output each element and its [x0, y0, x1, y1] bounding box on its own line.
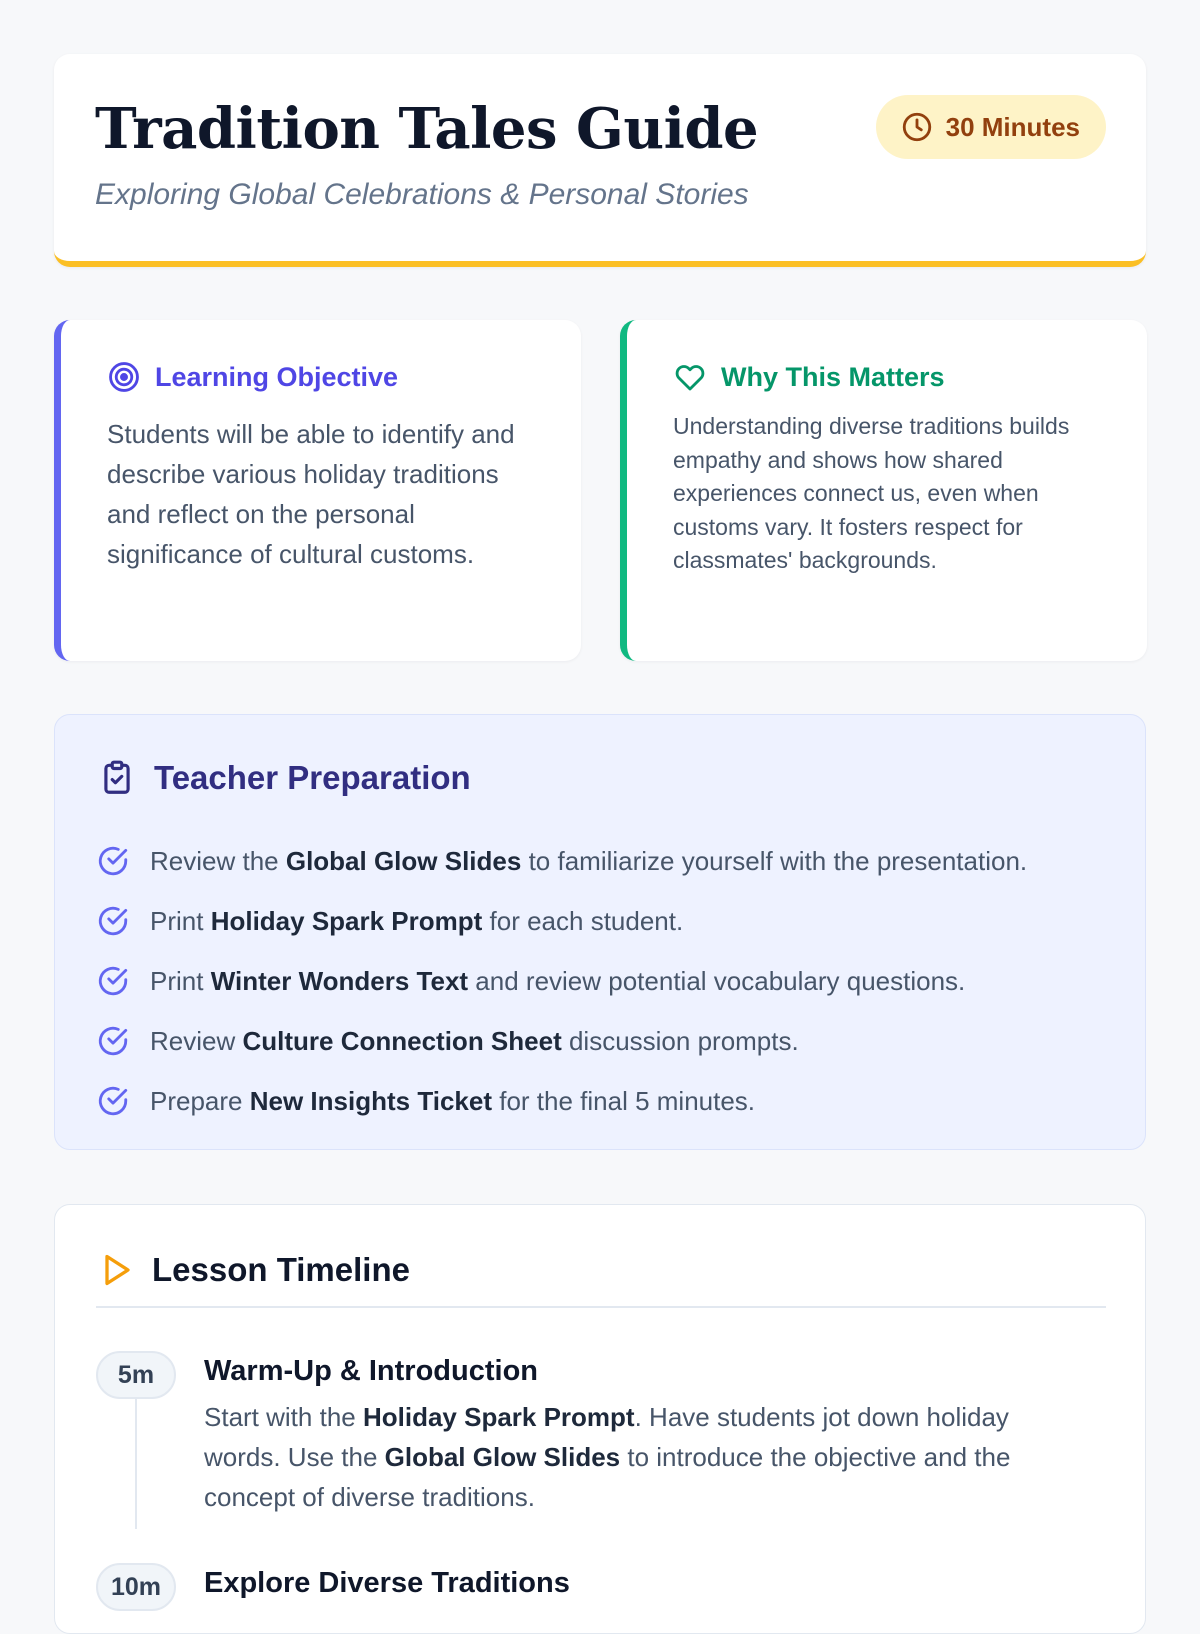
learning-objective-heading [107, 360, 541, 394]
step-title: Explore Diverse Traditions [204, 1567, 570, 1599]
checklist-item-text: Prepare New Insights Ticket for the final 5 minutes. [150, 1085, 756, 1116]
target-icon [107, 360, 141, 394]
checklist-item [96, 891, 1027, 951]
check-circle-icon [96, 844, 130, 878]
heart-icon [673, 360, 707, 394]
step-title: Warm-Up & Introduction [204, 1355, 538, 1387]
header-card [54, 54, 1146, 267]
play-icon [98, 1252, 134, 1288]
checklist-item-text: Print Holiday Spark Prompt for each student. [150, 905, 684, 936]
check-circle-icon [96, 1024, 130, 1058]
clock-icon [900, 110, 934, 144]
resource-name: Global Glow Slides [384, 1442, 621, 1472]
check-circle-icon [96, 904, 130, 938]
check-circle-icon [96, 964, 130, 998]
page-title: Tradition Tales Guide [95, 96, 759, 162]
checklist-item-text: Review Culture Connection Sheet discussion prompts. [150, 1025, 799, 1056]
why-this-matters-heading [673, 360, 1107, 394]
teacher-preparation-heading [98, 759, 471, 797]
why-this-matters-text: Understanding diverse traditions builds empathy and shows how shared experiences connect us, even when customs vary. It fosters respect for classmates' backgrounds. [673, 413, 1070, 573]
checklist-item [96, 1011, 1027, 1071]
teacher-preparation-title: Teacher Preparation [154, 759, 471, 796]
checklist-item [96, 951, 1027, 1011]
resource-name: Global Glow Slides [285, 845, 522, 876]
lesson-timeline-heading [98, 1251, 410, 1289]
learning-objective-title: Learning Objective [155, 361, 399, 392]
resource-name: New Insights Ticket [249, 1085, 492, 1116]
preparation-checklist [96, 831, 1027, 1131]
teacher-preparation-card [54, 714, 1146, 1150]
duration-badge [876, 95, 1106, 159]
step-description: Start with the Holiday Spark Prompt. Have students jot down holiday words. Use the Global Glow Slides to introduce the objective and the concept of diverse traditions. [204, 1402, 1011, 1512]
checklist-item [96, 1071, 1027, 1131]
check-circle-icon [96, 1084, 130, 1118]
why-this-matters-title: Why This Matters [721, 361, 945, 392]
why-this-matters-card [620, 320, 1147, 661]
resource-name: Winter Wonders Text [210, 965, 469, 996]
resource-name: Holiday Spark Prompt [210, 905, 483, 936]
duration-label: 30 Minutes [945, 111, 1080, 142]
lesson-timeline-title: Lesson Timeline [152, 1251, 410, 1288]
step-duration-badge: 5m [96, 1351, 176, 1399]
clipboard-check-icon [98, 759, 136, 797]
page-subtitle: Exploring Global Celebrations & Personal Stories [95, 178, 749, 211]
lesson-timeline-card [54, 1204, 1146, 1634]
step-duration-badge: 10m [96, 1563, 176, 1611]
resource-name: Holiday Spark Prompt [362, 1402, 635, 1432]
resource-name: Culture Connection Sheet [242, 1025, 562, 1056]
checklist-item-text: Review the Global Glow Slides to familiarize yourself with the presentation. [150, 845, 1028, 876]
learning-objective-text: Students will be able to identify and describe various holiday traditions and reflect on the personal significance of cultural customs. [107, 419, 515, 569]
checklist-item [96, 831, 1027, 891]
learning-objective-card [54, 320, 581, 661]
timeline-connector [135, 1399, 137, 1529]
checklist-item-text: Print Winter Wonders Text and review potential vocabulary questions. [150, 965, 966, 996]
timeline-divider [96, 1306, 1106, 1308]
